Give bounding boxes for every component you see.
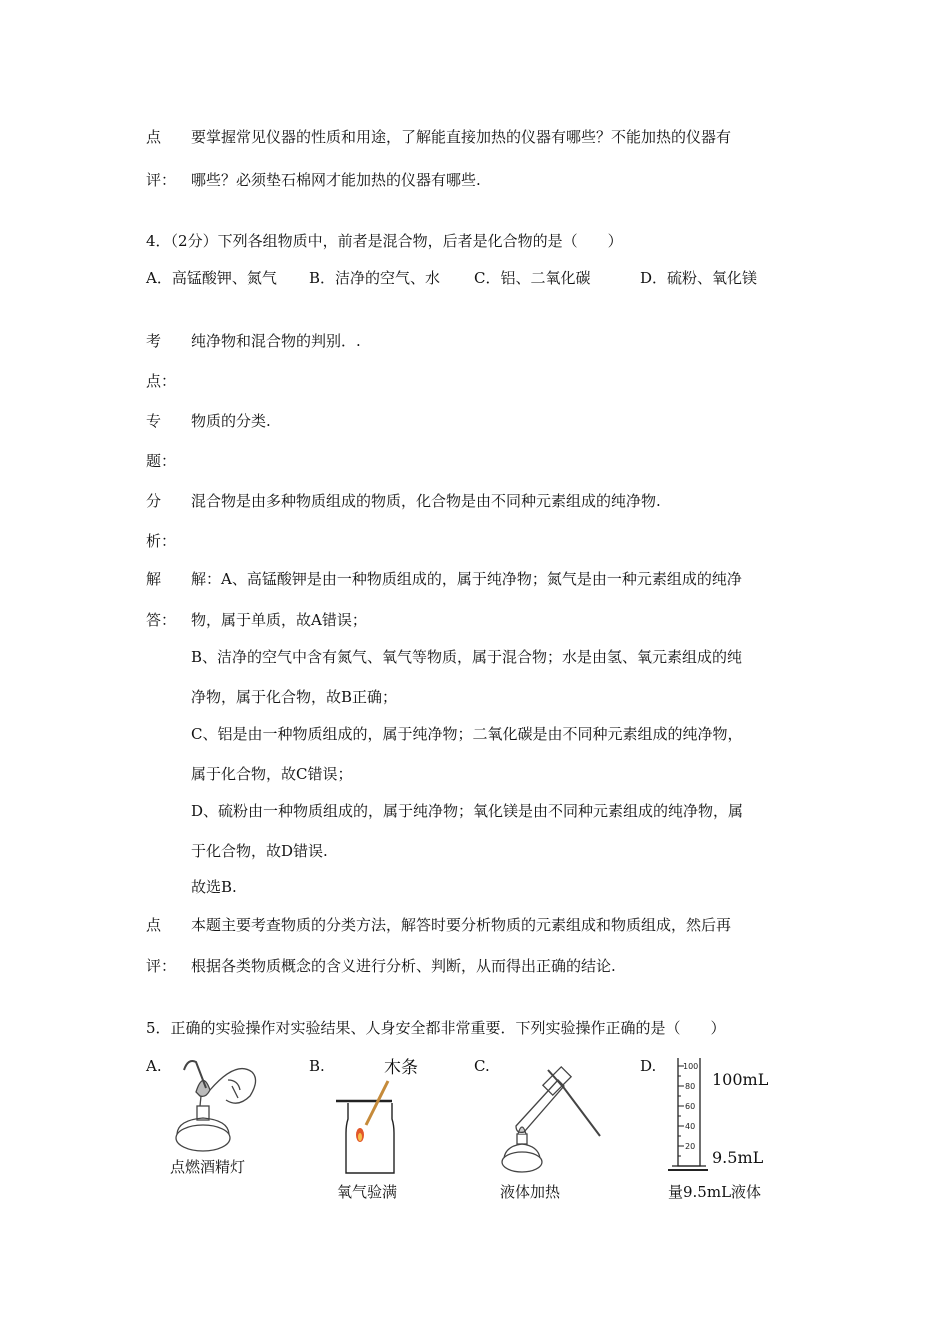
q4-jieda-label-1: 解 bbox=[146, 570, 162, 588]
q4-jieda-line-3: B、洁净的空气中含有氮气、氧气等物质，属于混合物；水是由氢、氧元素组成的纯 bbox=[191, 648, 743, 666]
q4-jieda-line-2: 物，属于单质，故A错误； bbox=[191, 611, 367, 629]
q4-fenxi-text: 混合物是由多种物质组成的物质，化合物是由不同种元素组成的纯净物. bbox=[191, 492, 661, 510]
q4-option-d: D．硫粉、氧化镁 bbox=[640, 269, 758, 287]
q4-dianping-line-2: 根据各类物质概念的含义进行分析、判断，从而得出正确的结论. bbox=[191, 957, 616, 975]
q5-option-c-letter: C. bbox=[474, 1057, 490, 1075]
q4-option-b: B．洁净的空气、水 bbox=[309, 269, 441, 287]
q4-jieda-line-6: 属于化合物，故C错误； bbox=[191, 765, 353, 783]
q4-kaodian-label-2: 点： bbox=[146, 372, 177, 390]
q5-option-d-bottom-label: 9.5mL bbox=[712, 1148, 764, 1167]
cylinder-tick-20: 20 bbox=[685, 1142, 696, 1151]
q5-option-d-letter: D. bbox=[640, 1057, 657, 1075]
cylinder-tick-40: 40 bbox=[685, 1122, 696, 1131]
q4-zhuanti-label-1: 专 bbox=[146, 412, 162, 430]
q4-stem: 4．（2分）下列各组物质中，前者是混合物，后者是化合物的是（ ） bbox=[146, 232, 623, 250]
q4-zhuanti-label-2: 题： bbox=[146, 452, 177, 470]
q4-jieda-line-1: 解：A、高锰酸钾是由一种物质组成的，属于纯净物；氮气是由一种元素组成的纯净 bbox=[191, 570, 742, 588]
q4-dianping-line-1: 本题主要考查物质的分类方法，解答时要分析物质的元素组成和物质组成，然后再 bbox=[191, 916, 732, 934]
q4-dianping-label-1: 点 bbox=[146, 916, 162, 934]
q5-stem: 5．正确的实验操作对实验结果、人身安全都非常重要．下列实验操作正确的是（ ） bbox=[146, 1019, 726, 1037]
q4-jieda-line-9: 故选B. bbox=[191, 878, 237, 896]
q4-jieda-line-5: C、铝是由一种物质组成的，属于纯净物；二氧化碳是由不同种元素组成的纯净物， bbox=[191, 725, 743, 743]
q4-jieda-label-2: 答： bbox=[146, 611, 177, 629]
liquid-heating-illustration bbox=[498, 1062, 610, 1177]
oxygen-full-test-illustration bbox=[330, 1075, 410, 1180]
q3-comment-line-1: 要掌握常见仪器的性质和用途，了解能直接加热的仪器有哪些？不能加热的仪器有 bbox=[191, 128, 732, 146]
q3-comment-line-2: 哪些？必须垫石棉网才能加热的仪器有哪些. bbox=[191, 171, 481, 189]
q3-comment-label-1: 点 bbox=[146, 128, 162, 146]
q5-option-b-caption: 氧气验满 bbox=[337, 1183, 398, 1201]
q4-zhuanti-text: 物质的分类. bbox=[191, 412, 271, 430]
q5-option-a-caption: 点燃酒精灯 bbox=[170, 1158, 246, 1176]
graduated-cylinder-illustration bbox=[666, 1054, 710, 1176]
q4-fenxi-label-2: 析： bbox=[146, 532, 177, 550]
alcohol-lamp-lighting-illustration bbox=[166, 1050, 266, 1155]
q4-kaodian-label-1: 考 bbox=[146, 332, 162, 350]
cylinder-tick-60: 60 bbox=[685, 1102, 696, 1111]
q5-option-c-caption: 液体加热 bbox=[500, 1183, 561, 1201]
cylinder-tick-100: 100 bbox=[683, 1062, 699, 1071]
q4-option-c: C．铝、二氧化碳 bbox=[474, 269, 591, 287]
q3-comment-label-2: 评： bbox=[146, 171, 177, 189]
q5-option-d-top-label: 100mL bbox=[712, 1070, 769, 1089]
q4-jieda-line-7: D、硫粉由一种物质组成的，属于纯净物；氧化镁是由不同种元素组成的纯净物，属 bbox=[191, 802, 744, 820]
q4-fenxi-label-1: 分 bbox=[146, 492, 162, 510]
q5-option-b-stick-label: 木条 bbox=[384, 1058, 418, 1078]
q5-option-a-letter: A. bbox=[146, 1057, 162, 1075]
cylinder-tick-80: 80 bbox=[685, 1082, 696, 1091]
q5-option-d-caption: 量9.5mL液体 bbox=[668, 1183, 762, 1201]
q4-dianping-label-2: 评： bbox=[146, 957, 177, 975]
q4-jieda-line-8: 于化合物，故D错误. bbox=[191, 842, 328, 860]
q5-option-b-letter: B. bbox=[309, 1057, 325, 1075]
q4-jieda-line-4: 净物，属于化合物，故B正确； bbox=[191, 688, 398, 706]
q4-kaodian-text: 纯净物和混合物的判别．. bbox=[191, 332, 361, 350]
q4-option-a: A．高锰酸钾、氮气 bbox=[146, 269, 277, 287]
